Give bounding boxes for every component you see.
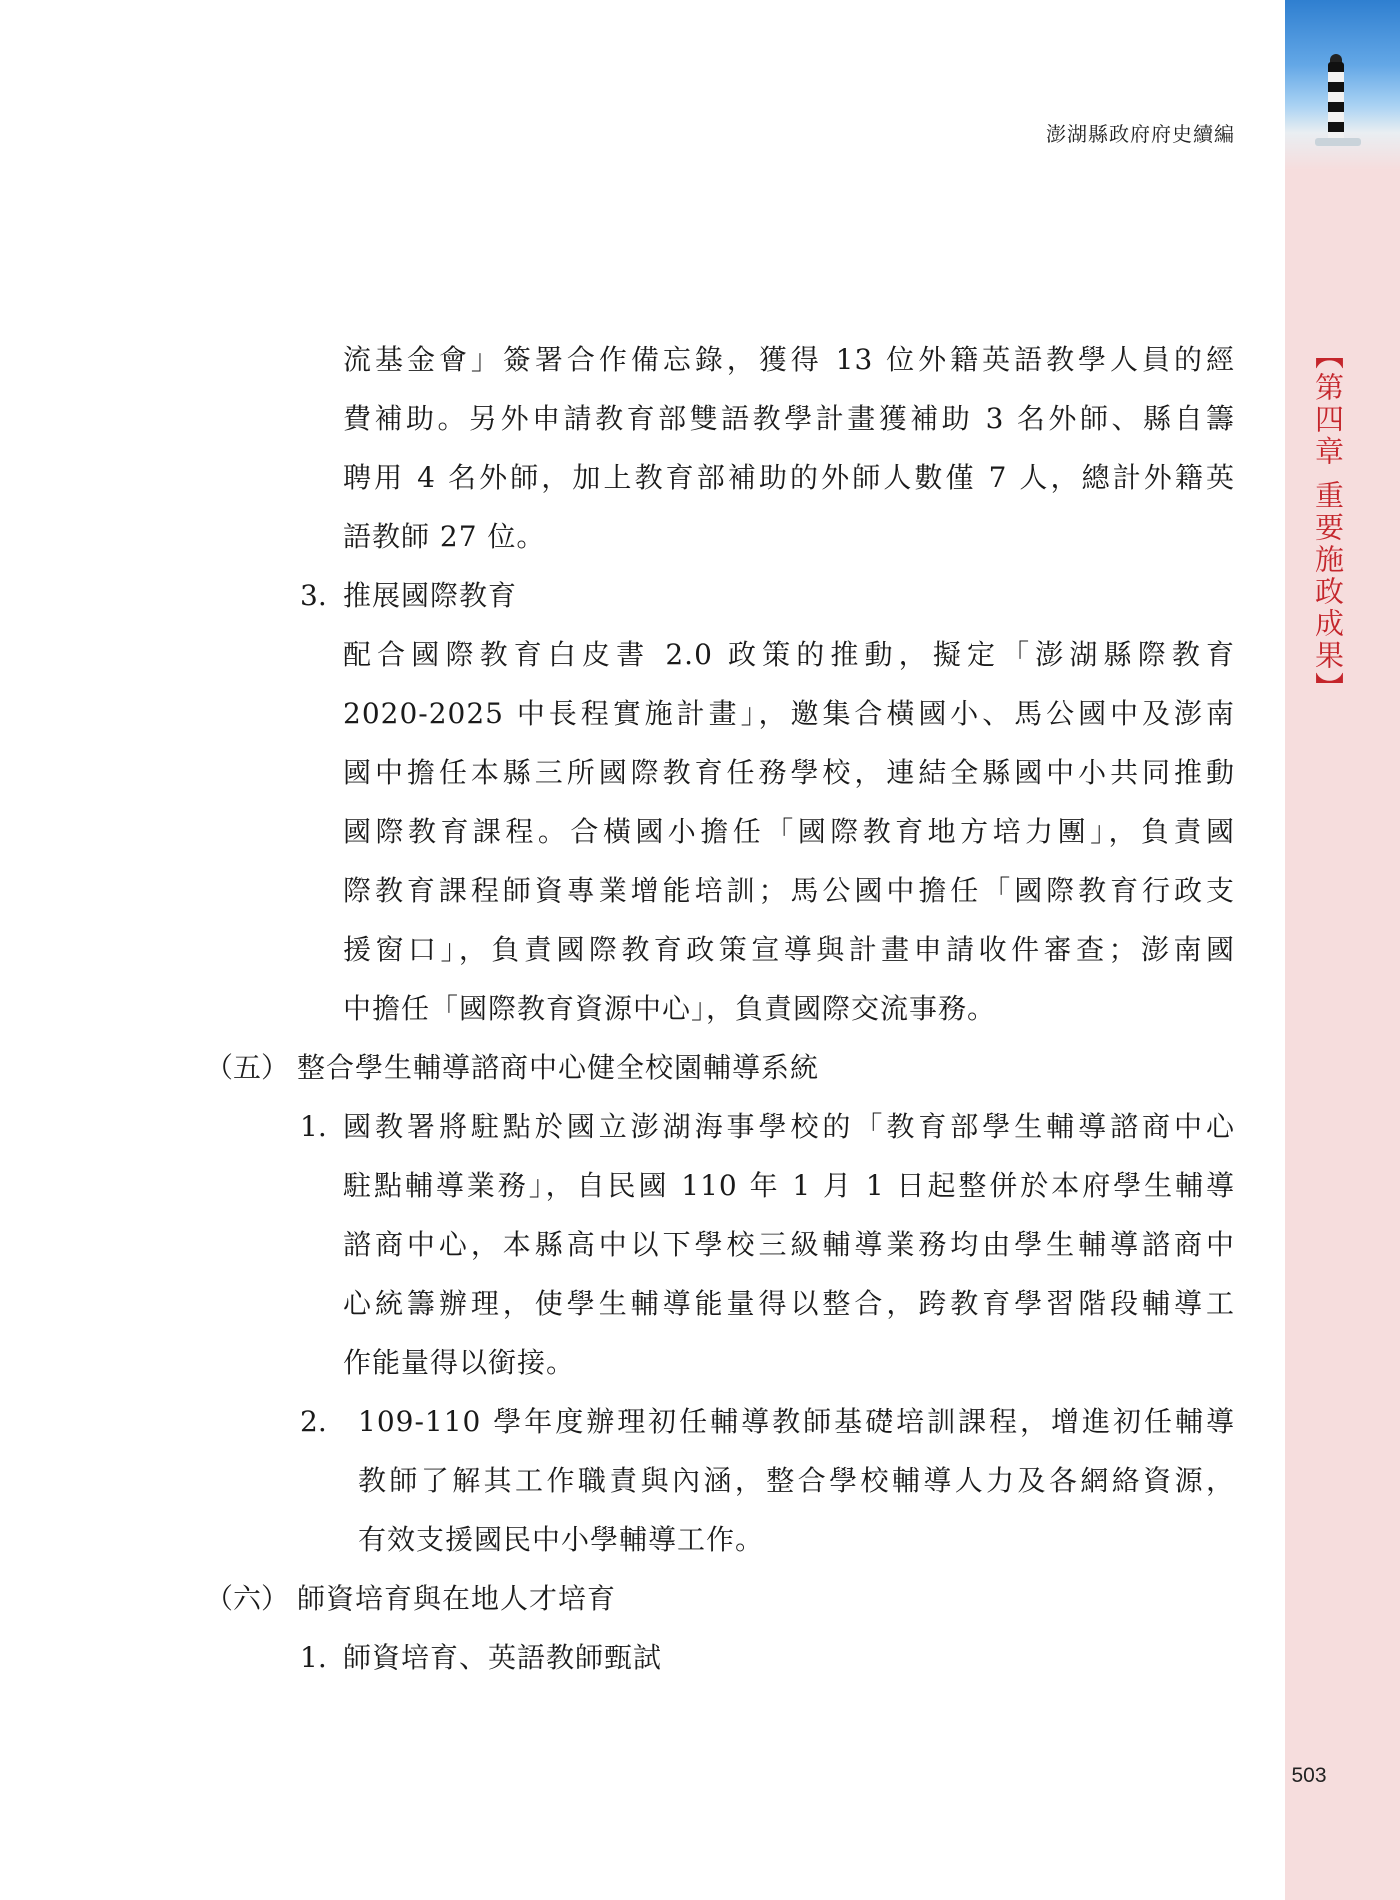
item-title: 師資培育、英語教師甄試 — [343, 1641, 663, 1674]
paragraph-line: 2020-2025 中長程實施計畫」，邀集合橫國小、馬公國中及澎南 — [343, 697, 1235, 730]
item-number: 1. — [300, 1110, 327, 1143]
paragraph-line: 際教育課程師資專業增能培訓；馬公國中擔任「國際教育行政支 — [343, 874, 1235, 907]
paragraph-line: 作能量得以銜接。 — [343, 1346, 576, 1379]
lighthouse-icon — [1328, 62, 1344, 140]
paragraph-line: 國際教育課程。合橫國小擔任「國際教育地方培力團」，負責國 — [343, 815, 1235, 848]
section-number: （六） — [205, 1582, 290, 1615]
paragraph-line: 費補助。另外申請教育部雙語教學計畫獲補助 3 名外師、縣自籌 — [343, 402, 1235, 435]
item-title: 推展國際教育 — [343, 579, 518, 612]
lighthouse-base-icon — [1315, 138, 1361, 146]
page-number: 503 — [1291, 1764, 1327, 1787]
item-number: 3. — [300, 579, 327, 612]
chapter-sidebar — [1285, 0, 1400, 1900]
running-head: 澎湖縣政府府史續編 — [1046, 122, 1235, 146]
paragraph-line: 109-110 學年度辦理初任輔導教師基礎培訓課程，增進初任輔導 — [358, 1405, 1235, 1438]
paragraph-line: 中擔任「國際教育資源中心」，負責國際交流事務。 — [343, 992, 997, 1025]
section-number: （五） — [205, 1051, 290, 1084]
paragraph-line: 配合國際教育白皮書 2.0 政策的推動，擬定「澎湖縣際教育 — [343, 638, 1235, 671]
item-number: 2. — [300, 1405, 327, 1438]
paragraph-line: 語教師 27 位。 — [343, 520, 546, 553]
paragraph-line: 諮商中心，本縣高中以下學校三級輔導業務均由學生輔導諮商中 — [343, 1228, 1235, 1261]
paragraph-line: 國教署將駐點於國立澎湖海事學校的「教育部學生輔導諮商中心 — [343, 1110, 1235, 1143]
paragraph-line: 有效支援國民中小學輔導工作。 — [358, 1523, 765, 1556]
paragraph-line: 聘用 4 名外師，加上教育部補助的外師人數僅 7 人，總計外籍英 — [343, 461, 1235, 494]
paragraph-line: 援窗口」，負責國際教育政策宣導與計畫申請收件審查；澎南國 — [343, 933, 1235, 966]
section-title: 師資培育與在地人才培育 — [297, 1582, 617, 1615]
paragraph-line: 國中擔任本縣三所國際教育任務學校，連結全縣國中小共同推動 — [343, 756, 1235, 789]
item-number: 1. — [300, 1641, 327, 1674]
chapter-label: 【第四章 重要施政成果】 — [1311, 340, 1345, 705]
paragraph-line: 教師了解其工作職責與內涵，整合學校輔導人力及各網絡資源， — [358, 1464, 1235, 1497]
paragraph-line: 駐點輔導業務」，自民國 110 年 1 月 1 日起整併於本府學生輔導 — [343, 1169, 1235, 1202]
section-title: 整合學生輔導諮商中心健全校園輔導系統 — [297, 1051, 820, 1084]
paragraph-line: 流基金會」簽署合作備忘錄，獲得 13 位外籍英語教學人員的經 — [343, 343, 1235, 376]
lighthouse-photo — [1285, 0, 1400, 170]
paragraph-line: 心統籌辦理，使學生輔導能量得以整合，跨教育學習階段輔導工 — [343, 1287, 1235, 1320]
